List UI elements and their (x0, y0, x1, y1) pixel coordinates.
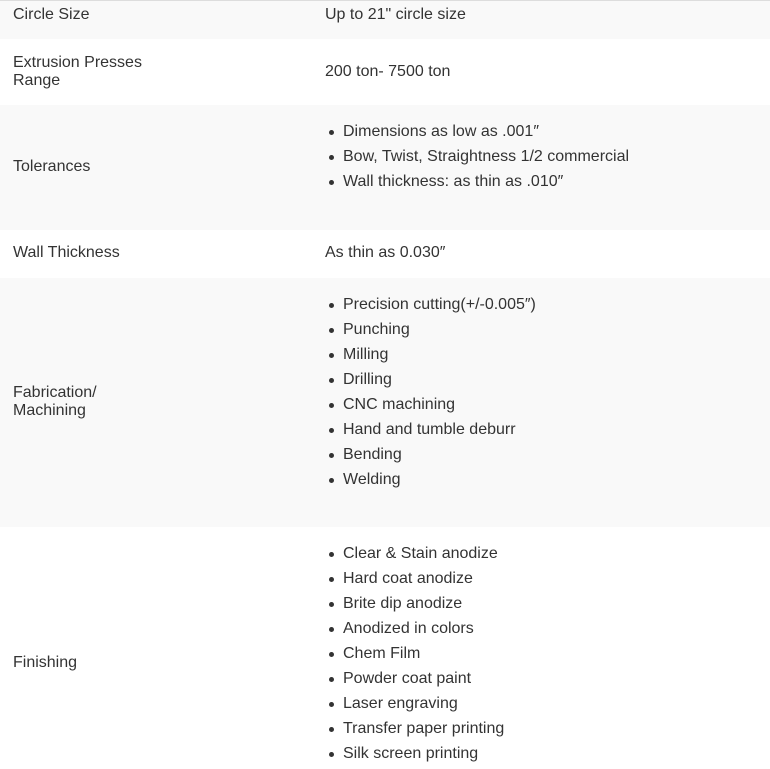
spec-bullet-list (325, 544, 504, 769)
list-item: Precision cutting(+/-0.005″) (325, 295, 536, 320)
spec-row-tolerances (0, 105, 770, 230)
list-item: Brite dip anodize (325, 594, 504, 619)
spec-row-circle-size (0, 1, 770, 39)
spec-label-line: Extrusion Presses (13, 54, 142, 71)
spec-row-wall-thickness (0, 230, 770, 278)
spec-bullet-list (325, 122, 629, 197)
spec-label-line: Fabrication/ (13, 384, 97, 401)
list-item: Powder coat paint (325, 669, 504, 694)
list-item: Bending (325, 445, 536, 470)
list-item: CNC machining (325, 395, 536, 420)
spec-value: As thin as 0.030″ (325, 244, 446, 261)
spec-label-line: Machining (13, 402, 86, 419)
list-item: Anodized in colors (325, 619, 504, 644)
spec-row-fabrication-machining (0, 278, 770, 527)
spec-row-extrusion-presses-range (0, 39, 770, 105)
list-item: Laser engraving (325, 694, 504, 719)
spec-label: Tolerances (13, 158, 91, 175)
spec-value: Up to 21" circle size (325, 6, 466, 23)
spec-bullet-list (325, 295, 536, 495)
list-item: Chem Film (325, 644, 504, 669)
list-item: Hand and tumble deburr (325, 420, 536, 445)
spec-label (13, 54, 303, 90)
spec-label (13, 384, 303, 420)
spec-label: Finishing (13, 654, 78, 671)
spec-label-line: Range (13, 72, 61, 89)
list-item: Welding (325, 470, 536, 495)
spec-value: 200 ton- 7500 ton (325, 63, 451, 80)
list-item: Silk screen printing (325, 744, 504, 769)
list-item: Drilling (325, 370, 536, 395)
list-item: Hard coat anodize (325, 569, 504, 594)
list-item: Punching (325, 320, 536, 345)
list-item: Bow, Twist, Straightness 1/2 commercial (325, 147, 629, 172)
spec-row-finishing (0, 527, 770, 767)
list-item: Milling (325, 345, 536, 370)
spec-label: Wall Thickness (13, 244, 120, 261)
list-item: Transfer paper printing (325, 719, 504, 744)
spec-label: Circle Size (13, 6, 90, 23)
list-item: Wall thickness: as thin as .010″ (325, 172, 629, 197)
list-item: Dimensions as low as .001″ (325, 122, 629, 147)
list-item: Clear & Stain anodize (325, 544, 504, 569)
